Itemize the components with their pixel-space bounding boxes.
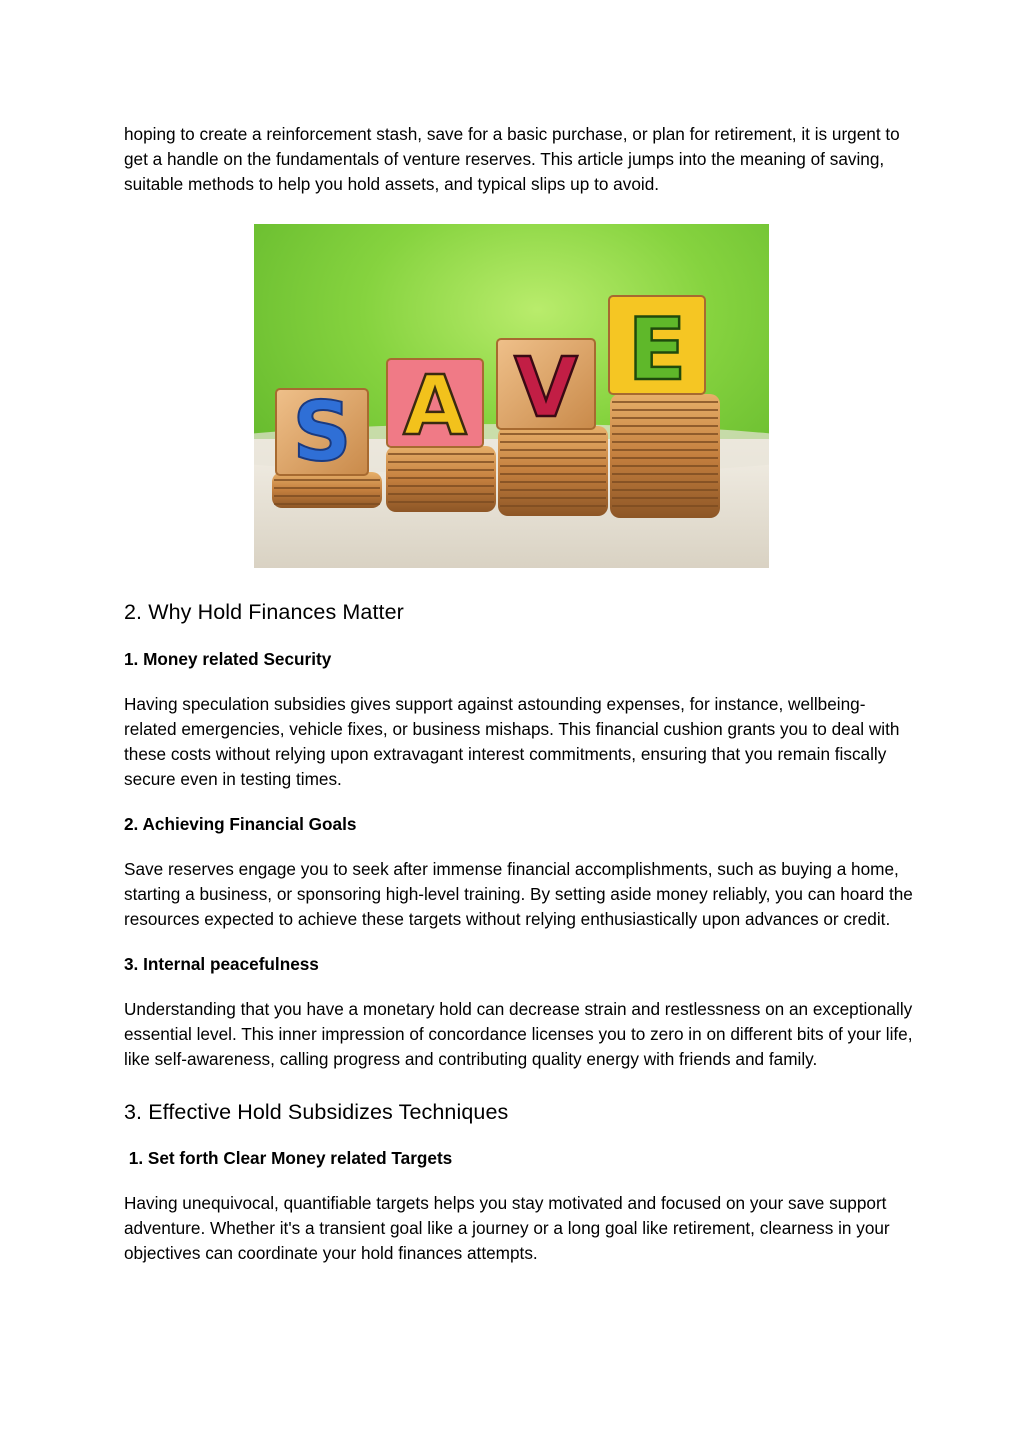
letter-a: A	[403, 359, 467, 454]
letter-v: V	[514, 341, 578, 436]
document-page	[124, 122, 914, 1266]
block-a	[387, 359, 483, 454]
coin-stack-4	[610, 394, 720, 518]
subheading-money-security: 1. Money related Security	[124, 649, 332, 669]
subheading-internal-peacefulness: 3. Internal peacefulness	[124, 954, 319, 974]
subheading-financial-goals: 2. Achieving Financial Goals	[124, 814, 357, 834]
coin-stack-2	[386, 446, 496, 512]
block-v	[497, 339, 595, 436]
letter-e: E	[627, 300, 687, 400]
save-coins-illustration	[254, 224, 769, 568]
section-heading-why-hold: 2. Why Hold Finances Matter	[124, 600, 404, 624]
coin-stack-3	[498, 426, 608, 516]
subheading-clear-targets: 1. Set forth Clear Money related Targets	[124, 1148, 453, 1168]
save-coins-image	[254, 224, 769, 568]
intro-paragraph: hoping to create a reinforcement stash, save for a basic purchase, or plan for retirement, it is urgent to get a handle on the fundamentals of venture reserves. This article jumps into the meaning of saving, suitable methods to help you hold assets, and typical slips up to avoid.	[124, 124, 900, 194]
block-s	[276, 385, 368, 480]
block-e	[609, 296, 705, 400]
letter-s: S	[292, 385, 352, 480]
paragraph-money-security: Having speculation subsidies gives support against astounding expenses, for instance, wellbeing-related emergencies, vehicle fixes, or business mishaps. This financial cushion grants you to deal with these costs without relying upon extravagant interest commitments, ensuring that you remain fiscally secure even in testing times.	[124, 694, 900, 789]
section-heading-techniques: 3. Effective Hold Subsidizes Techniques	[124, 1100, 509, 1124]
paragraph-internal-peacefulness: Understanding that you have a monetary hold can decrease strain and restlessness on an exceptionally essential level. This inner impression of concordance licenses you to zero in on different bits of your life, like self-awareness, calling progress and contributing quality energy with friends and family.	[124, 999, 913, 1069]
paragraph-financial-goals: Save reserves engage you to seek after immense financial accomplishments, such as buying a home, starting a business, or sponsoring high-level training. By setting aside money reliably, you can hoard the resources expected to achieve these targets without relying enthusiastically upon advances or credit.	[124, 859, 913, 929]
paragraph-clear-targets: Having unequivocal, quantifiable targets helps you stay motivated and focused on your save support adventure. Whether it's a transient goal like a journey or a long goal like retirement, clearness in your objectives can coordinate your hold finances attempts.	[124, 1193, 890, 1263]
